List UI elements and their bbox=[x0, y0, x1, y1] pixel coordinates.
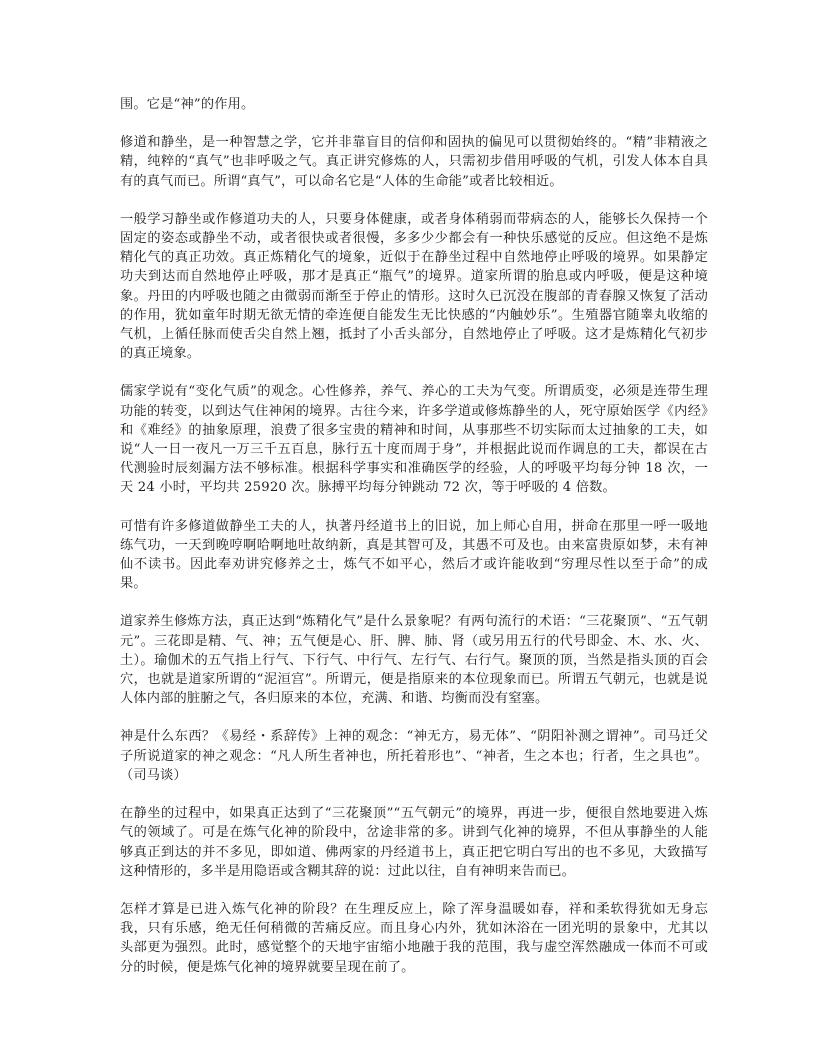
paragraph-shen-stage: 怎样才算是已进入炼气化神的阶段？在生理反应上，除了浑身温暖如春，祥和柔软得犹如无身忘我，只有乐感，绝无任何稍微的苦痛反应。而且身心内外，犹如沐浴在一团光明的景象中，尤其以头部更为强烈。此时，感觉整个的天地宇宙缩小地融于我的范围，我与虚空浑然融成一体而不可或分的时候，便是炼气化神的境界就要呈现在前了。 bbox=[120, 901, 708, 975]
paragraph-qi-to-shen: 在静坐的过程中，如果真正达到了“三花聚顶”“五气朝元”的境界，再进一步，便很自然地要进入炼气的领域了。可是在炼气化神的阶段中，岔途非常的多。讲到气化神的境界，不但从事静坐的人能够真正到达的并不多见，即如道、佛两家的丹经道书上，真正把它明白写出的也不多见，大致描写这种情形的，多半是用隐语或含糊其辞的说：过此以往，自有神明来告而已。 bbox=[120, 806, 708, 879]
paragraph-continuation: 围。它是“神”的作用。 bbox=[120, 97, 255, 112]
paragraph-confucian-qi: 儒家学说有“变化气质”的观念。心性修养，养气、养心的工夫为气变。所谓质变，必须是连带生理功能的转变，以到达气住神闲的境界。古往今来，许多学道或修炼静坐的人，死守原始医学《内经》和《难经》的抽象原理，浪费了很多宝贵的精神和时间，从事那些不切实际而太过抽象的工夫，如说“人一日一夜凡一万三千五百息，脉行五十度而周于身”，并根据此说而作调息的工夫，都误在古代测验时辰刻漏方法不够标准。根据科学事实和准确医学的经验，人的呼吸平均每分钟 18 次，一天 24 小时，平均共 25920 次。脉搏平均每分钟跳动 72 次，等于呼吸的 4 倍数。 bbox=[120, 384, 708, 496]
paragraph-jing-hua-qi: 一般学习静坐或作修道功夫的人，只要身体健康，或者身体稍弱而带病态的人，能够长久保持一个固定的姿态或静坐不动，或者很快或者很慢，多多少少都会有一种快乐感觉的反应。但这绝不是炼精化气的真正功效。真正炼精化气的境象，近似于在静坐过程中自然地停止呼吸的境界。如果静定功夫到达而自然地停止呼吸，那才是真正“瓶气”的境界。道家所谓的胎息或内呼吸，便是这种境象。丹田的内呼吸也随之由微弱而渐至于停止的情形。这时久已沉没在腹部的青春腺又恢复了活动的作用，犹如童年时期无欲无情的牵连便自能发生无比快感的“内触妙乐”。生殖器官随睾丸收缩的气机，上循任脉而使舌尖自然上翘，抵封了小舌头部分，自然地停止了呼吸。这才是炼精化气初步的真正境象。 bbox=[120, 211, 708, 362]
paragraph-qigong-critique: 可惜有许多修道做静坐工夫的人，执著丹经道书上的旧说，加上师心自用，拼命在那里一呼一吸地练气功，一天到晚哼啊哈啊地吐故纳新，真是其智可及，其愚不可及也。由来富贵原如梦，未有神仙不读书。因此奉劝讲究修养之士，炼气不如平心，然后才或许能收到“穷理尽性以至于命”的成果。 bbox=[120, 518, 708, 592]
document-page bbox=[120, 95, 708, 996]
paragraph-what-is-shen: 神是什么东西？《易经・系辞传》上神的观念：“神无方，易无体”、“阴阳补测之谓神”。司马迁父子所说道家的神之观念：“凡人所生者神也，所托着形也”、“神者，生之本也；行者，生之具也”。（司马谈） bbox=[120, 729, 708, 783]
paragraph-wisdom-study: 修道和静坐，是一种智慧之学，它并非靠盲目的信仰和固执的偏见可以贯彻始终的。“精”非精液之精，纯粹的“真气”也非呼吸之气。真正讲究修炼的人，只需初步借用呼吸的气机，引发人体本自具有的真气而已。所谓“真气”，可以命名它是“人体的生命能”或者比较相近。 bbox=[120, 135, 708, 189]
paragraph-three-flowers: 道家养生修炼方法，真正达到“炼精化气”是什么景象呢？有两句流行的术语：“三花聚顶”、“五气朝元”。三花即是精、气、神；五气便是心、肝、脾、肺、肾（或另用五行的代号即金、木、水、火、土）。瑜伽术的五气指上行气、下行气、中行气、左行气、右行气。聚顶的顶，当然是指头顶的百会穴，也就是道家所谓的“泥洹宫”。所谓元，便是指原来的本位现象而已。所谓五气朝元，也就是说人体内部的脏腑之气，各归原来的本位，充满、和谐、均衡而没有窒塞。 bbox=[120, 614, 708, 707]
